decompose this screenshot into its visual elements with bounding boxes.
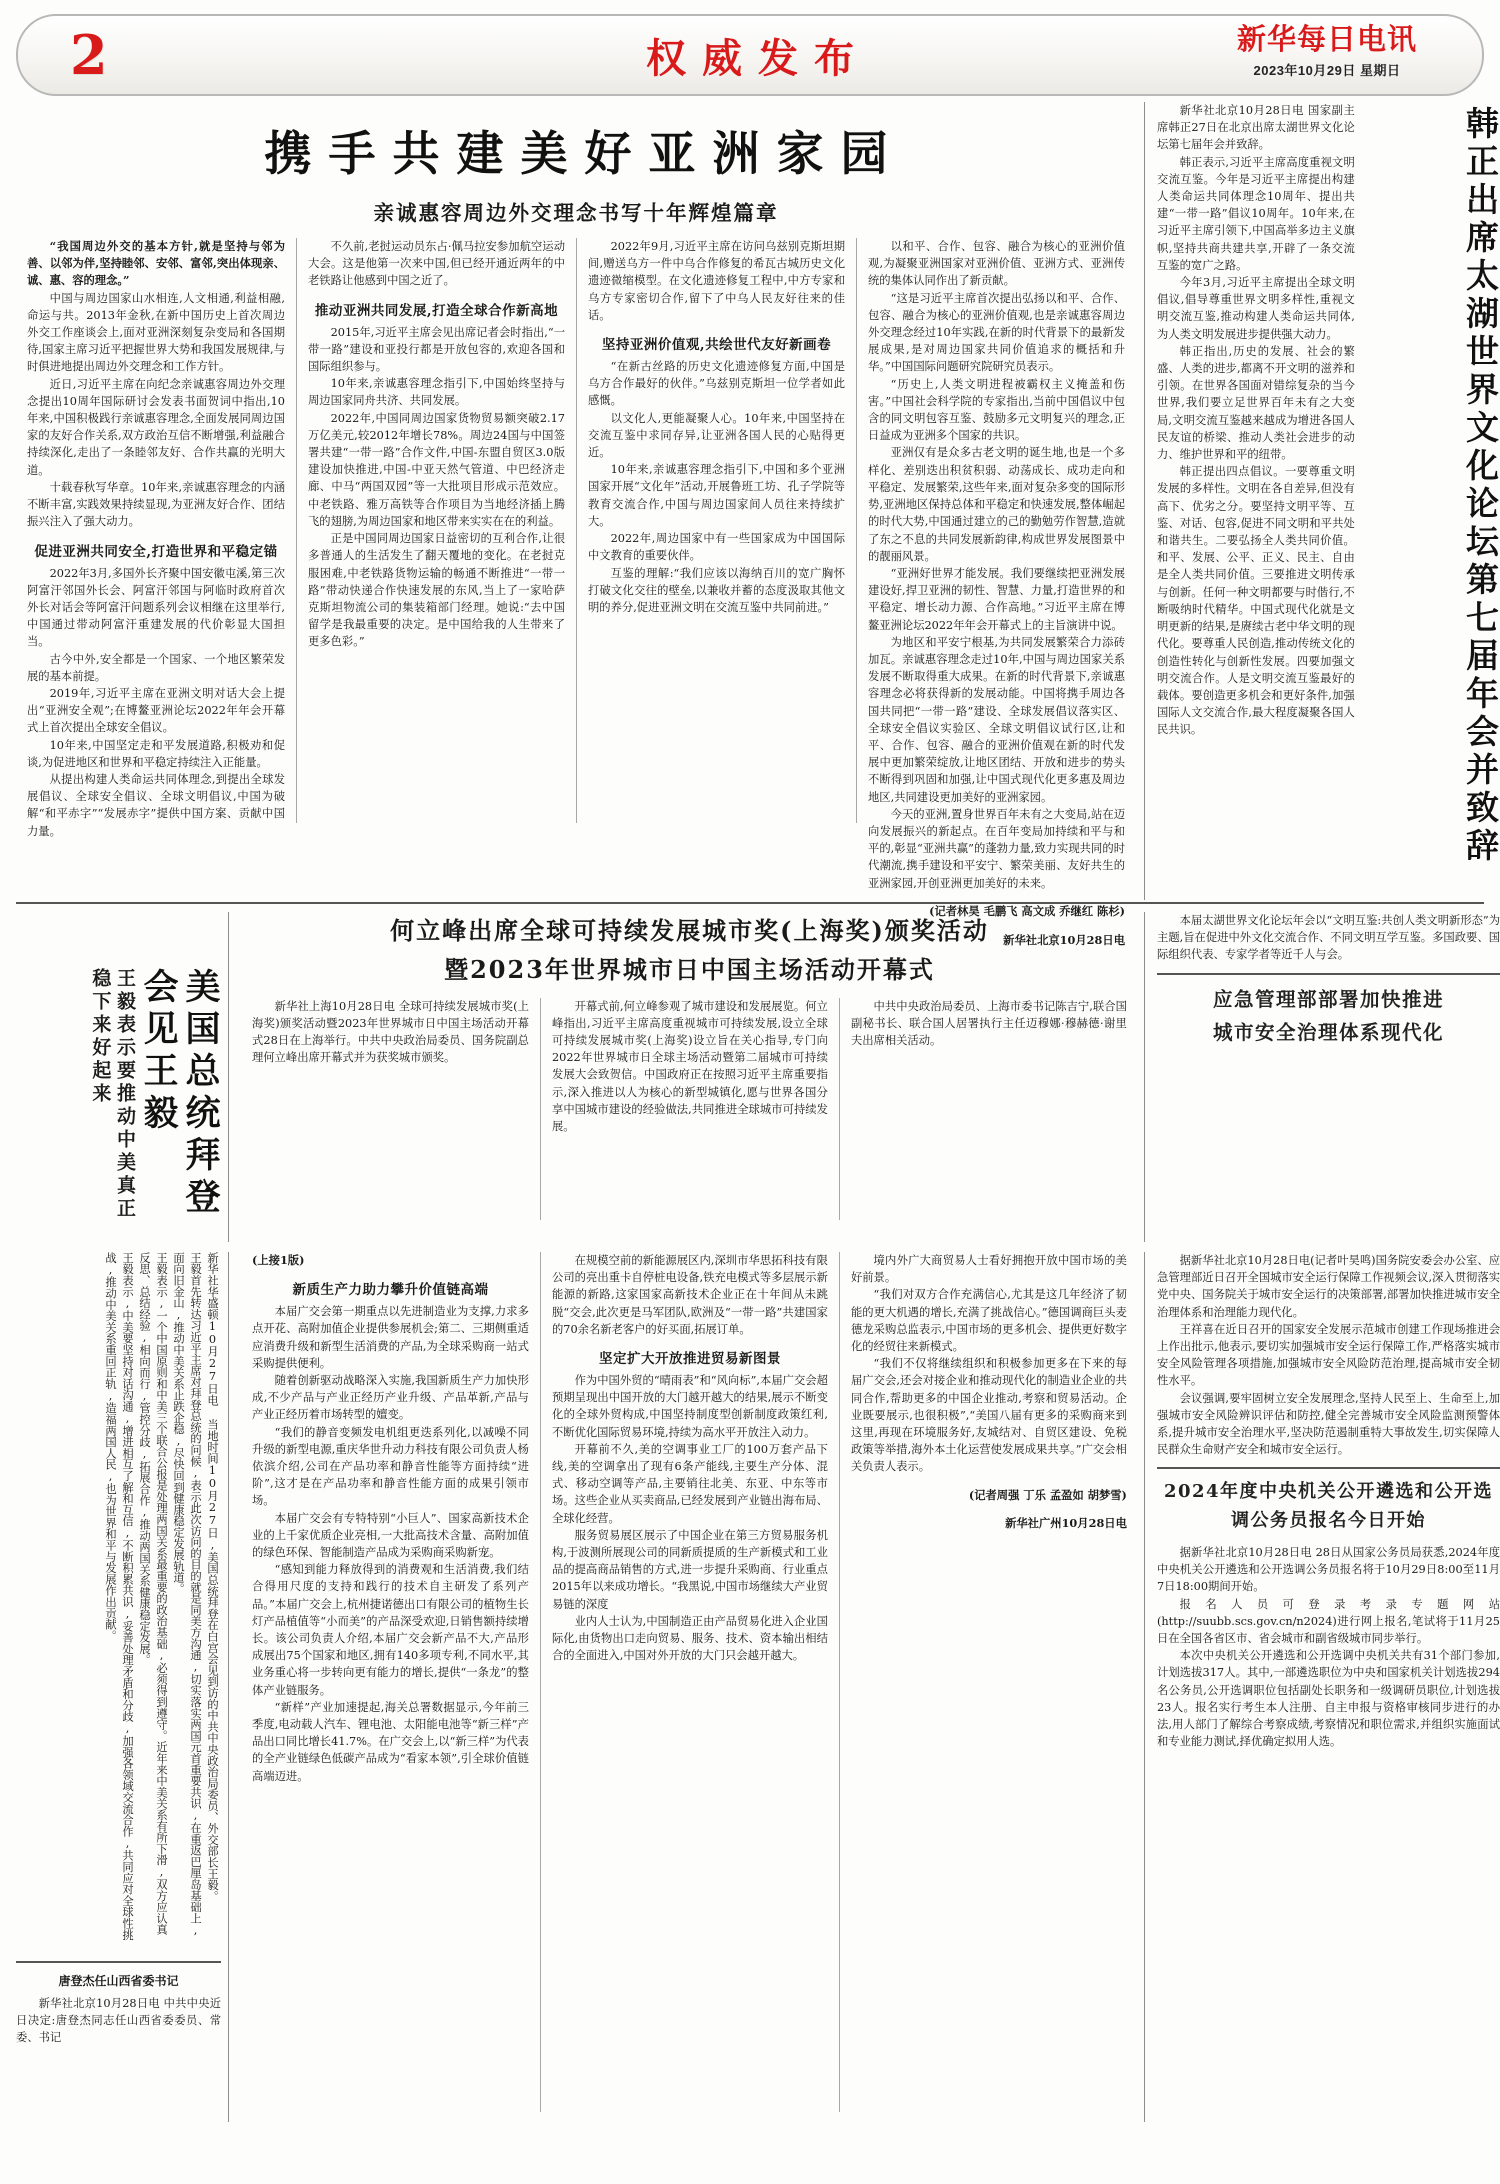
paragraph: “在新古丝路的历史文化遗迹修复方面,中国是乌方合作最好的伙伴。”乌兹别克斯坦一位学者如此感慨。 — [588, 360, 845, 408]
paragraph: 韩正提出四点倡议。一要尊重文明发展的多样性。文明在各自差异,但没有高下、优劣之分。要坚持文明平等、互鉴、对话、包容,促进不同文明和平共处和谐共生。二要弘扬全人类共同价值。和平、发展、公平、正义、民主、自由是全人类共同价值。三要推进文明传承与创新。任何一种文明都要与时偕行,不断吸纳时代精华。中国式现代化就是文明更新的结果,是赓续古老中华文明的现代化。要尊重人民创造,推动传统文化的创造性转化与创新性发展。四要加强文明交流合作。人是文明交流互鉴最好的载体。要创造更多机会和更好条件,加强国际人文交流合作,最大程度凝聚各国人民共识。 — [1157, 465, 1355, 737]
paragraph: 本次中央机关公开遴选和公开选调中央机关共有31个部门参加,计划选拔317人。其中,一部遴选职位为中央和国家机关计划选拔294名公务员,公开选调职位包括副处长职务和一级调研员职位,计划选拔23人。报名实行考生本人注册、自主申报与资格审核同步进行的办法,用人部门了解综合考察成绩,考察情况和职位需求,并组织实施面试和专业能力测试,择优确定拟用人选。 — [1157, 1649, 1500, 1749]
paragraph: 今年3月,习近平主席提出全球文明倡议,倡导尊重世界文明多样性,重视文明交流互鉴,推动构建人类命运共同体,为人类文明发展进步提供强大动力。 — [1157, 276, 1355, 341]
paragraph: 开幕式前,何立峰参观了城市建设和发展展览。何立峰指出,习近平主席高度重视城市可持续发展,设立全球可持续发展城市奖(上海奖)设立旨在关心指导,专门向2022年世界城市日全球主场活动暨第二届城市可持续发展大会致贺信。中国政府正在按照习近平主席重要指示,深入推进以人为核心的新型城镇化,愿与世界各国分享中国城市建设的经验做法,共同推进全球城市可持续发展。 — [551, 999, 828, 1134]
paragraph: 本届太湖世界文化论坛年会以“文明互鉴:共创人类文明新形态”为主题,旨在促进中外文化交流合作、不同文明互学互鉴。多国政要、国际组织代表、专家学者等近千人与会。 — [1157, 914, 1500, 962]
masthead — [16, 14, 1484, 96]
masthead-right — [1212, 24, 1442, 79]
appointment-headline: 唐登杰任山西省委书记 — [58, 1974, 179, 1988]
wangyi-vertical-headline: 美国总统拜登会见王毅 — [138, 968, 221, 1220]
heLifeng-headline-line1: 何立峰出席全球可持续发展城市奖(上海奖)颁奖活动 — [390, 916, 989, 945]
divider — [1157, 973, 1500, 975]
divider — [1157, 1467, 1500, 1469]
emergency-headline-line2: 城市安全治理体系现代化 — [1212, 1020, 1444, 1044]
right-article-body — [1157, 102, 1365, 900]
heLifeng-columns — [241, 998, 1138, 1220]
paragraph: 为地区和平安宁根基,为共同发展繁荣合力添砖加瓦。亲诚惠容理念走过10年,中国与周边国家关系发展不断取得重大成果。在新的时代背景下,亲诚惠容理念必将获得新的发展动能。中国将携手周边各国共同把“一带一路”建设、全球发展倡议落实区、全球安全倡议实验区、全球文明倡议试行区,让和平、合作、包容、融合的亚洲价值观在新的时代发展中更加繁荣绽放,让地区团结、开放和进步的势头不断得到巩固和加强,让中国式现代化更多惠及周边地区,共同建设更加美好的亚洲家园。 — [868, 635, 1125, 804]
section-subhead: 推动亚洲共同发展,打造全球合作新高地 — [314, 302, 559, 319]
trade-subhead-1: 新质生产力助力攀升价值链高端 — [292, 1282, 489, 1299]
paragraph: 服务贸易展区展示了中国企业在第三方贸易服务机构,于波测所展现公司的同新质提质的生产新模式和工业品的提高商品销售的方式,进一步提升采购商、行业重点2015年以来成功增长。“我黑说,中国市场继续大产业贸易链的深度 — [551, 1528, 828, 1611]
emergency-headline-line1: 应急管理部部署加快推进 — [1212, 987, 1444, 1011]
right-continued — [1144, 912, 1500, 1242]
right-article — [1144, 102, 1500, 900]
paragraph: 2015年,习近平主席会见出席记者会时指出,“一带一路”建设和亚投行都是开放包容的,欢迎各国和国际组织参与。 — [308, 325, 565, 374]
main-column-1 — [16, 238, 296, 838]
section-subhead: 坚持亚洲价值观,共绘世代友好新画卷 — [601, 337, 832, 354]
paragraph: 新华社上海10月28日电 全球可持续发展城市奖(上海奖)颁奖活动暨2023年世界城市日中国主场活动开幕式28日在上海举行。中共中央政治局委员、国务院副总理何立峰出席开幕式并为获奖城市颁奖。 — [252, 999, 529, 1065]
paragraph: 报名人员可登录考录专题网站(http://suubb.scs.gov.cn/n2024)进行网上报名,笔试将于11月25日在全国各省区市、省会城市和副省级城市同步举行。 — [1157, 1597, 1500, 1646]
paragraph: 以和平、合作、包容、融合为核心的亚洲价值观,为凝聚亚洲国家对亚洲价值、亚洲方式、亚洲传统的集体认同作出了新贡献。 — [868, 240, 1125, 288]
newspaper-page — [0, 14, 1500, 2184]
heLifeng-column-2 — [540, 998, 839, 1220]
paragraph: “我们不仅将继续组织和积极参加更多在下来的每届广交会,还会对接企业和推动现代化的制造业企业的共同合作,帮助更多的中国企业推动,考察和贸易活动。企业既要展示,也很积极”,“美国八届有更多的采购商来到这里,再现在环境服务好,友城结对、自贸区建设、免税政策等举措,海外本土化运营使发展成果共享。”广交会相关负责人表示。 — [850, 1357, 1127, 1474]
article-dateline: 新华社北京10月28日电 — [1003, 932, 1125, 947]
wangyi-body — [16, 1252, 221, 2122]
article-byline: (记者林昊 毛鹏飞 高文成 乔继红 陈杉) — [929, 904, 1125, 919]
paragraph: 据新华社北京10月28日电(记者叶昊鸣)国务院安委会办公室、应急管理部近日召开全国城市安全运行保障工作视频会议,深入贯彻落实党中央、国务院关于城市安全运行的决策部署,部署加快推进城市安全治理体系和治理能力现代化。 — [1157, 1254, 1500, 1319]
paragraph: 作为中国外贸的“晴雨表”和“风向标”,本届广交会超预期呈现出中国开放的大门越开越大的结果,展示不断变化的全球外贸构成,中国坚持制度型创新制度政策红利,不断优化国际贸易环境,持续为高水平开放注入动力。 — [551, 1374, 828, 1439]
paragraph: 今天的亚洲,置身世界百年未有之大变局,站在迈向发展振兴的新起点。在百年变局加持续和平与和平的,彰显“亚洲共赢”的蓬勃力量,致力实现共同的时代潮流,携手建设和平安宁、繁荣美丽、友好共生的亚洲家园,开创亚洲更加美好的未来。 — [868, 807, 1125, 890]
paragraph: 新华社北京10月28日电 中共中央近日决定:唐登杰同志任山西省委委员、常委、书记 — [16, 1997, 221, 2045]
page-number: 2 — [70, 23, 107, 87]
divider — [16, 1961, 221, 1963]
paper-date: 2023年10月29日 星期日 — [1253, 62, 1401, 78]
paragraph: 境内外广大商贸易人士看好拥抱开放中国市场的美好前景。 — [850, 1254, 1127, 1285]
paragraph: 韩正指出,历史的发展、社会的繁盛、人类的进步,都离不开文明的滋养和引领。在世界各国面对错综复杂的当今世界,我们要立足世界百年未有之大变局,文明交流互鉴越来越成为增进各国人民友谊的桥梁、推动人类社会进步的动力、维护世界和平的纽带。 — [1157, 344, 1355, 462]
paragraph: 10年来,中国坚定走和平发展道路,积极劝和促谈,为促进地区和世界和平稳定持续注入正能量。 — [27, 738, 285, 769]
paragraph: 随着创新驱动战略深入实施,我国新质生产力加快形成,不少产品与产业正经历产业升级、产品革新,产品与产业正经历着市场转型的嬗变。 — [252, 1374, 529, 1422]
paragraph: 2022年,周边国家中有一些国家成为中国国际中文教育的重要伙伴。 — [588, 532, 845, 563]
paragraph: 业内人士认为,中国制造正由产品贸易化进入企业国际化,由货物出口走向贸易、服务、技术、资本输出相结合的全面进入,中国对外开放的大门只会越开越大。 — [551, 1614, 828, 1663]
main-subheadline: 亲诚惠容周边外交理念书写十年辉煌篇章 — [373, 201, 779, 226]
paragraph: 新华社华盛顿10月27日电 当地时间10月27日,美国总统拜登在白宫会见到访的中共中央政治局委员、外交部长王毅。 — [206, 1252, 219, 1902]
paragraph: 从提出构建人类命运共同体理念,到提出全球发展倡议、全球安全倡议、全球文明倡议,中国为破解“和平赤字”“发展赤字”提供中国方案、贡献中国力量。 — [27, 772, 285, 838]
wangyi-article — [16, 912, 221, 1242]
paragraph: 王祥喜在近日召开的国家安全发展示范城市创建工作现场推进会上作出批示,他表示,要切实加强城市安全运行保障工作,严格落实城市安全风险管理各项措施,加强城市安全风险防范治理,提高城市安全韧性水平。 — [1157, 1322, 1500, 1388]
main-headline: 携手共建美好亚洲家园 — [264, 127, 905, 182]
paragraph: 本届广交会第一期重点以先进制造业为支撑,力求多点开花、高附加值企业提供参展机会;第二、三期侧重适应消费升级和新型生活消费的产品,为全球采购商一站式采购提供便利。 — [252, 1305, 529, 1370]
bottom-right-column — [1144, 1252, 1500, 2122]
trade-column-1 — [241, 1252, 540, 2112]
paragraph: 10年来,亲诚惠容理念指引下,中国始终坚持与周边国家同舟共济、共同发展。 — [308, 377, 565, 408]
paragraph: 以文化人,更能凝聚人心。10年来,中国坚持在交流互鉴中求同存异,让亚洲各国人民的心贴得更近。 — [588, 411, 845, 460]
heLifeng-headline-line2: 暨2023年世界城市日中国主场活动开幕式 — [444, 954, 935, 984]
paragraph: 2022年3月,多国外长齐聚中国安徽屯溪,第三次阿富汗邻国外长会、阿富汗邻国与阿临时政府首次外长对话会等阿富汗问题系列会议相继在这里举行,中国通过带动阿富汗重建发展的代价彰显大国担当。 — [27, 566, 285, 649]
main-column-2 — [296, 238, 576, 823]
mid-section — [16, 902, 1500, 1252]
trade-subhead-2: 坚定扩大开放推进贸易新图景 — [598, 1351, 781, 1368]
paragraph: “我们对双方合作充满信心,尤其是这几年经济了韧能的更大机遇的增长,充满了挑战信心。”德国调商巨头麦德龙采购总监表示,中国市场的更多机会、提供更好数字化的经贸往来新模式。 — [850, 1288, 1127, 1354]
paragraph: 不久前,老挝运动员东占·佩马拉安参加航空运动大会。这是他第一次来中国,但已经开通近两年的中老铁路让他感到中国之近了。 — [308, 240, 565, 288]
paragraph: 2019年,习近平主席在亚洲文明对话大会上提出“亚洲安全观”;在博鳌亚洲论坛2022年年会开幕式上首次提出全球安全倡议。 — [27, 686, 285, 735]
paragraph: 2022年,中国同周边国家货物贸易额突破2.17万亿美元,较2012年增长78%。周边24国与中国签署共建“一带一路”合作文件,中国-东盟自贸区3.0版建设加快推进,中国-中亚天然气管道、中巴经济走廊、中马“两国双园”等一大批项目形成示范效应。中老铁路、雅万高铁等合作项目为当地经济插上腾飞的翅膀,为周边国家和地区带来实实在在的利益。 — [308, 411, 565, 528]
paragraph: “感知到能力释放得到的消费观和生活消费,我们结合得用尺度的支持和践行的技术自主研发了系列产品。”本届广交会上,杭州捷诺德出口有限公司的植物生长灯产品植值等“小而美”的产品深受欢迎,日销售额持续增长。该公司负责人介绍,本届广交会新产品不大,产品形成展出75个国家和地区,拥有140多项专利,不同水平,其业务重心将一步转向更有能力的增长,提供“一条龙”的整体产业链服务。 — [252, 1563, 529, 1697]
paragraph: “这是习近平主席首次提出弘扬以和平、合作、包容、融合为核心的亚洲价值观,也是亲诚惠容周边外交理念经过10年实践,在新的时代背景下的最新发展成果,是对周边国家共同价值追求的概括和升华。”中国国际问题研究院研究员表示。 — [868, 291, 1125, 374]
paragraph: 王毅表示,一个中国原则和中美三个联合公报是处理两国关系最重要的政治基础,必须得到遵守。近年来中美关系有所下滑,双方应认真反思、总结经验,相向而行,管控分歧,拓展合作,推动两国关系健康稳定发展。 — [138, 1252, 168, 1936]
paragraph: 正是中国同周边国家日益密切的互利合作,让很多普通人的生活发生了翻天覆地的变化。在老挝克服困难,中老铁路货物运输的畅通不断推进“一带一路”带动快递合作快速发展的东风,当上了一家哈萨克斯坦物流公司的集装箱部门经理。她说:“去中国留学是我最重要的决定。是中国给我的人生带来了更多色彩。” — [308, 532, 565, 649]
paragraph: 近日,习近平主席在向纪念亲诚惠容周边外交理念提出10周年国际研讨会发表书面贺词中指出,10年来,中国积极践行亲诚惠容理念,全面发展同周边国家的友好合作关系,双方政治互信不断增强,利益融合持续深化,走出了一条睦邻友好、合作共赢的光明大道。 — [27, 377, 285, 477]
paragraph: 据新华社北京10月28日电 28日从国家公务员局获悉,2024年度中央机关公开遴选和公开选调公务员报名将于10月29日8:00至11月7日18:00期间开始。 — [1157, 1546, 1500, 1594]
continued-note: (上接1版) — [252, 1253, 305, 1267]
paragraph: “我们的静音变频发电机组更迭系列化,以减噪不同升级的新型电源,重庆华世升动力科技有限公司负责人杨依滨介绍,公司在产品功率和静音性能等方面持续“进阶”,这才是在产品功率和静音性能方面的成果引领市场。 — [252, 1425, 529, 1508]
paragraph: 10年来,亲诚惠容理念指引下,中国和多个亚洲国家开展“文化年”活动,开展鲁班工坊、孔子学院等教育交流合作,中国与周边国家间人员往来持续扩大。 — [588, 463, 845, 528]
heLifeng-column-3 — [839, 998, 1138, 1220]
paragraph: 王毅首先转达习近平主席对拜登总统的问候,表示此次访问的目的就是同美方沟通,切实落实两国元首重要共识,在重返巴厘岛基础上,面向旧金山,推动中美关系止跌企稳,尽快回到健康稳定发展轨道。 — [172, 1252, 202, 1937]
paragraph: 会议强调,要牢固树立安全发展理念,坚持人民至上、生命至上,加强城市安全风险辨识评估和防控,健全完善城市安全风险监测预警体系,提升城市安全治理水平,坚决防范遏制重特大事故发生,切实保障人民群众生命财产安全和城市安全运行。 — [1157, 1391, 1500, 1457]
paragraph: “历史上,人类文明进程被霸权主义掩盖和伤害。”中国社会科学院的专家指出,当前中国倡议中包含的同文明包容互鉴、鼓励多元文明复兴的理念,正日益成为亚洲多个国家的共识。 — [868, 377, 1125, 443]
trade-columns — [241, 1252, 1138, 2112]
paragraph: 本届广交会有专特特别“小巨人”、国家高新技术企业的上千家优质企业亮相,一大批高技术含量、高附加值的绿色环保、智能制造产品成为采购商采购新宠。 — [252, 1511, 529, 1560]
trade-column-2 — [540, 1252, 839, 2112]
right-article-vertical-headline: 韩正出席太湖世界文化论坛第七届年会并致辞 — [1461, 106, 1500, 866]
trade-column-3 — [839, 1252, 1138, 2112]
paragraph: 新华社北京10月28日电 国家副主席韩正27日在北京出席太湖世界文化论坛第七届年会并致辞。 — [1157, 104, 1355, 152]
paragraph: 互鉴的理解:“我们应该以海纳百川的宽广胸怀打破文化交往的壁垒,以兼收并蓄的态度汲取其他文明的养分,促进亚洲文明在交流互鉴中共同前进。” — [588, 566, 845, 614]
section-title: 权威发布 — [646, 34, 870, 82]
trade-byline: (记者周强 丁乐 孟盈如 胡梦雪) — [968, 1487, 1127, 1502]
paragraph: “新样”产业加速提起,海关总署数据显示,今年前三季度,电动载人汽车、锂电池、太阳能电池等“新三样”产品出口同比增长41.7%。在广交会上,以“新三样”为代表的全产业链绿色低碳产品成为“看家本领”,引全球价值链高端迈进。 — [252, 1700, 529, 1783]
main-column-3 — [576, 238, 856, 823]
paragraph: 在规模空前的新能源展区内,深圳市华思拓科技有限公司的亮出重卡自停桩电设备,铁充电模式等多层展示新能源的新路,这家国家高新技术企业正在十年间从未跳脱“交会,此次更是马军团队,欧洲及“一带一路”共建国家的70余名新老客户的好买面,拓展订单。 — [551, 1254, 828, 1336]
recruitment-headline: 2024年度中央机关公开遴选和公开选调公务员报名今日开始 — [1163, 1481, 1494, 1532]
section-subhead: 促进亚洲共同安全,打造世界和平稳定锚 — [34, 543, 278, 560]
paragraph: 古今中外,安全都是一个国家、一个地区繁荣发展的基本前提。 — [27, 652, 285, 683]
main-column-4 — [856, 238, 1136, 947]
paragraph: 开幕前不久,美的空调事业工厂的100万套产品下线,美的空调拿出了现有6条产能线,主要生产分体、混式、移动空调等产品,主要销往北美、东亚、中东等市场。这些企业从买卖商品,已经发展到产业链出海布局、全球化经营。 — [551, 1442, 828, 1525]
bottom-section — [16, 1252, 1500, 2132]
paragraph: 王毅表示,中美要坚持对话沟通,增进相互了解和互信,不断积累共识,妥善处理矛盾和分歧,加强各领域交流合作,共同应对全球性挑战,推动中美关系重回正轨,造福两国人民,也为世界和平与发展作出贡献。 — [104, 1252, 134, 1941]
paragraph: 2022年9月,习近平主席在访问乌兹别克斯坦期间,赠送乌方一件中乌合作修复的希瓦古城历史文化遗迹微缩模型。在文化遗迹修复工程中,中方专家和乌方专家密切合作,留下了中乌人民友好往来的佳话。 — [588, 240, 845, 322]
paper-logo: 新华每日电讯 — [1236, 22, 1417, 56]
trade-dateline: 新华社广州10月28日电 — [1005, 1516, 1127, 1531]
paragraph: 中国与周边国家山水相连,人文相通,利益相融,命运与共。2013年金秋,在新中国历史上首次周边外交工作座谈会上,面对亚洲深刻复杂变局和各国期待,国家主席习近平把握世界大势和我国发展规律,与时俱进地提出周边外交理念和工作方针。 — [27, 291, 285, 374]
heLifeng-article — [228, 912, 1138, 1242]
paragraph: 亚洲仅有是众多古老文明的诞生地,也是一个多样化、差别迭出积贫积弱、动荡成长、成功走向和平稳定、发展繁荣,这些年来,面对复杂多变的国际形势,亚洲地区保持总体和平稳定和快速发展,整体崛起的时代大势,中国通过建立的己的勤勉劳作智慧,造就了东之不息的共同发展新韵律,构成世界发展图景中的靓丽风景。 — [868, 446, 1125, 563]
trade-article — [228, 1252, 1138, 2122]
heLifeng-column-1 — [241, 998, 540, 1220]
paragraph: 十载春秋写华章。10年来,亲诚惠容理念的内涵不断丰富,实践效果持续显现,为亚洲友好合作、团结振兴注入了强大动力。 — [27, 480, 285, 529]
paragraph: 中共中央政治局委员、上海市委书记陈吉宁,联合国副秘书长、联合国人居署执行主任迈穆娜·穆赫德·谢里夫出席相关活动。 — [850, 999, 1127, 1047]
paragraph: “亚洲好世界才能发展。我们要继续把亚洲发展建设好,捍卫亚洲的韧性、智慧、力量,打造世界的和平稳定、增长动力源、合作高地。”习近平主席在博鳌亚洲论坛2022年年会开幕式上的主旨演讲中说。 — [868, 566, 1125, 632]
wangyi-vertical-sub: 王毅表示要推动中美真正稳下来好起来 — [89, 968, 136, 1221]
paragraph: “我国周边外交的基本方针,就是坚持与邻为善、以邻为伴,坚持睦邻、安邻、富邻,突出体现亲、诚、惠、容的理念。” — [27, 239, 285, 288]
paragraph: 韩正表示,习近平主席高度重视文明交流互鉴。今年是习近平主席提出构建人类命运共同体理念10周年、提出共建“一带一路”倡议10周年。10年来,在习近平主席引领下,中国高举多边主义旗帜,坚持共商共建共享,开辟了一条交流互鉴的宽广之路。 — [1157, 155, 1355, 272]
